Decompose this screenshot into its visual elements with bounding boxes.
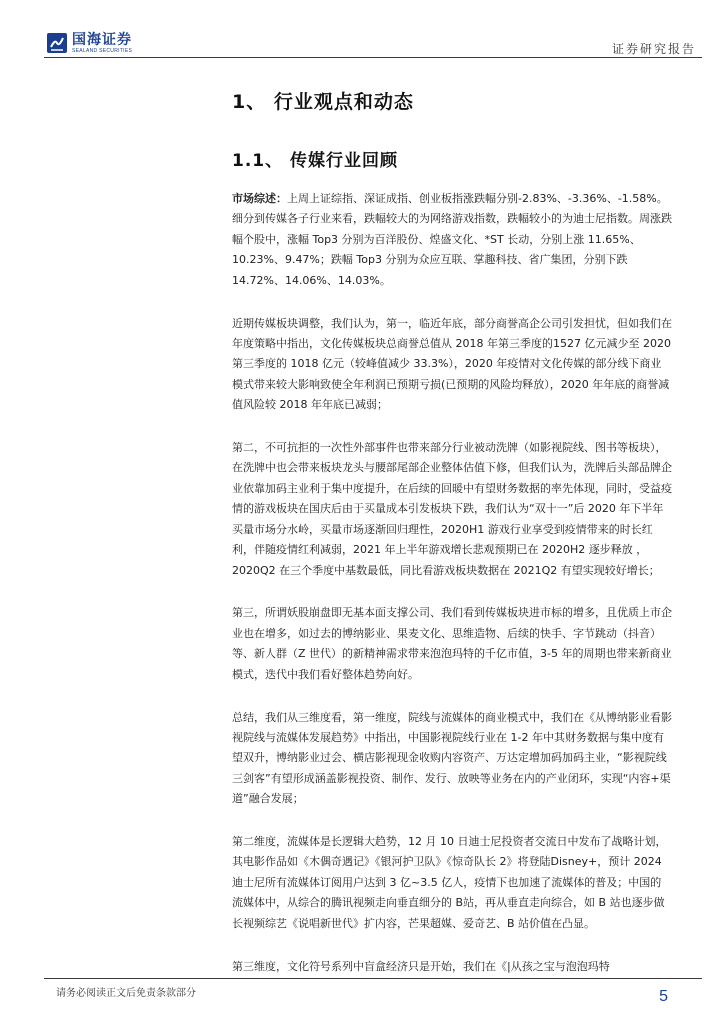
page-header bbox=[0, 0, 724, 60]
paragraph-dimension-3: 第三维度，文化符号系列中盲盒经济只是开始，我们在《|从孩之宝与泡泡玛特 bbox=[232, 959, 610, 973]
sealand-logo-icon bbox=[46, 31, 68, 55]
paragraph-reshuffle: 第二，不可抗拒的一次性外部事件也带来部分行业被动洗牌（如影视院线、图书等板块），在洗牌中也会带来板块龙头与腰部尾部企业整体估值下修，但我们认为，洗牌后头部品牌企业依靠加码主业利于集中度提升，在后续的回暖中有望财务数据的率先体现，同时，受益疫情的游戏板块在国庆后由于买量成本引发板块下跌，我们认为“双十一”后 2020 年下半年买量市场分水岭，买量市场逐渐回归理性，2020H1 游戏行业享受到疫情带来的时长红利，伴随疫情红利减弱，2021 年上半年游戏增长悲观预期已在 2020H2 逐步释放 ， 2020Q2 在三个季度中基数最低，同比看游戏板块数据在 2021Q2 有望实现较好增长； bbox=[232, 441, 672, 577]
subsection-title: 1.1、 传媒行业回顾 bbox=[232, 151, 399, 171]
footer-divider bbox=[44, 978, 702, 979]
page-number: 5 bbox=[659, 988, 668, 1005]
paragraph-dimension-2: 第二维度，流媒体是长逻辑大趋势，12 月 10 日迪士尼投资者交流日中发布了战略计划，其电影作品如《木偶奇遇记》《银河护卫队》《惊奇队长 2》将登陆Disney+，预计 2024 迪士尼所有流媒体订阅用户达到 3 亿~3.5 亿人，疫情下也加速了流媒体的普及；中国的流媒体中，从综合的腾讯视频走向垂直细分的 B站，再从垂直走向综合，如 B 站也逐步做长视频综艺《说唱新世代》扩内容，芒果超媒、爱奇艺、B 站价值在凸显。 bbox=[232, 835, 667, 930]
footer-disclaimer: 请务必阅读正文后免责条款部分 bbox=[56, 988, 196, 999]
section-title: 1、 行业观点和动态 bbox=[232, 91, 414, 113]
body-content bbox=[232, 189, 672, 977]
paragraph-goodwill: 近期传媒板块调整，我们认为，第一，临近年底，部分商誉高企公司引发担忧，但如我们在年度策略中指出，文化传媒板块总商誉总值从 2018 年第三季度的1527 亿元减少至 2020 第三季度的 1018 亿元（较峰值减少 33.3%），2020 年疫情对文化传媒的部分线下商业模式带来较大影响致使全年利润已预期亏损(已预期的风险均释放），2020 年年底的商誉减值风险较 2018 年年底已减弱； bbox=[232, 316, 672, 412]
report-type-label: 证券研究报告 bbox=[611, 42, 696, 56]
paragraph-summary-dimension-1: 总结，我们从三维度看，第一维度，院线与流媒体的商业模式中，我们在《从博纳影业看影视院线与流媒体发展趋势》中指出，中国影视院线行业在 1-2 年中其财务数据与集中度有望双升，博纳影业过会、横店影视现金收购内容资产、万达定增加码加码主业，“影视院线三剑客”有望形成涵盖影视投资、制作、发行、放映等业务在内的产业闭环，实现“内容+渠道”融合发展； bbox=[232, 710, 672, 806]
paragraph-new-listings: 第三，所谓妖股崩盘即无基本面支撑公司、我们看到传媒板块进市标的增多，且优质上市企业也在增多，如过去的博纳影业、果麦文化、思维造物、后续的快手、字节跳动（抖音）等、新人群（Z 世代）的新精神需求带来泡泡玛特的千亿市值，3-5 年的周期也带来新商业模式，迭代中我们看好整体趋势向好。 bbox=[232, 606, 672, 681]
logo-chinese-name: 国海证券 bbox=[72, 31, 132, 48]
market-summary-label: 市场综述： bbox=[232, 192, 287, 205]
paragraph-market-summary bbox=[232, 189, 672, 291]
header-divider bbox=[44, 57, 702, 58]
logo-english-name: SEALAND SECURITIES bbox=[72, 47, 133, 54]
company-logo bbox=[46, 30, 132, 56]
market-summary-text: 上周上证综指、深证成指、创业板指涨跌幅分别-2.83%、-3.36%、-1.58%。细分到传媒各子行业来看，跌幅较大的为网络游戏指数，跌幅较小的为迪士尼指数。周涨跌幅个股中，涨幅 Top3 分别为百洋股份、煌盛文化、*ST 长动，分别上涨 11.65%、10.23%、9.47%；跌幅 Top3 分别为众应互联、掌趣科技、省广集团，分别下跌 14.72%、14.06%、14.03%。 bbox=[232, 192, 672, 287]
